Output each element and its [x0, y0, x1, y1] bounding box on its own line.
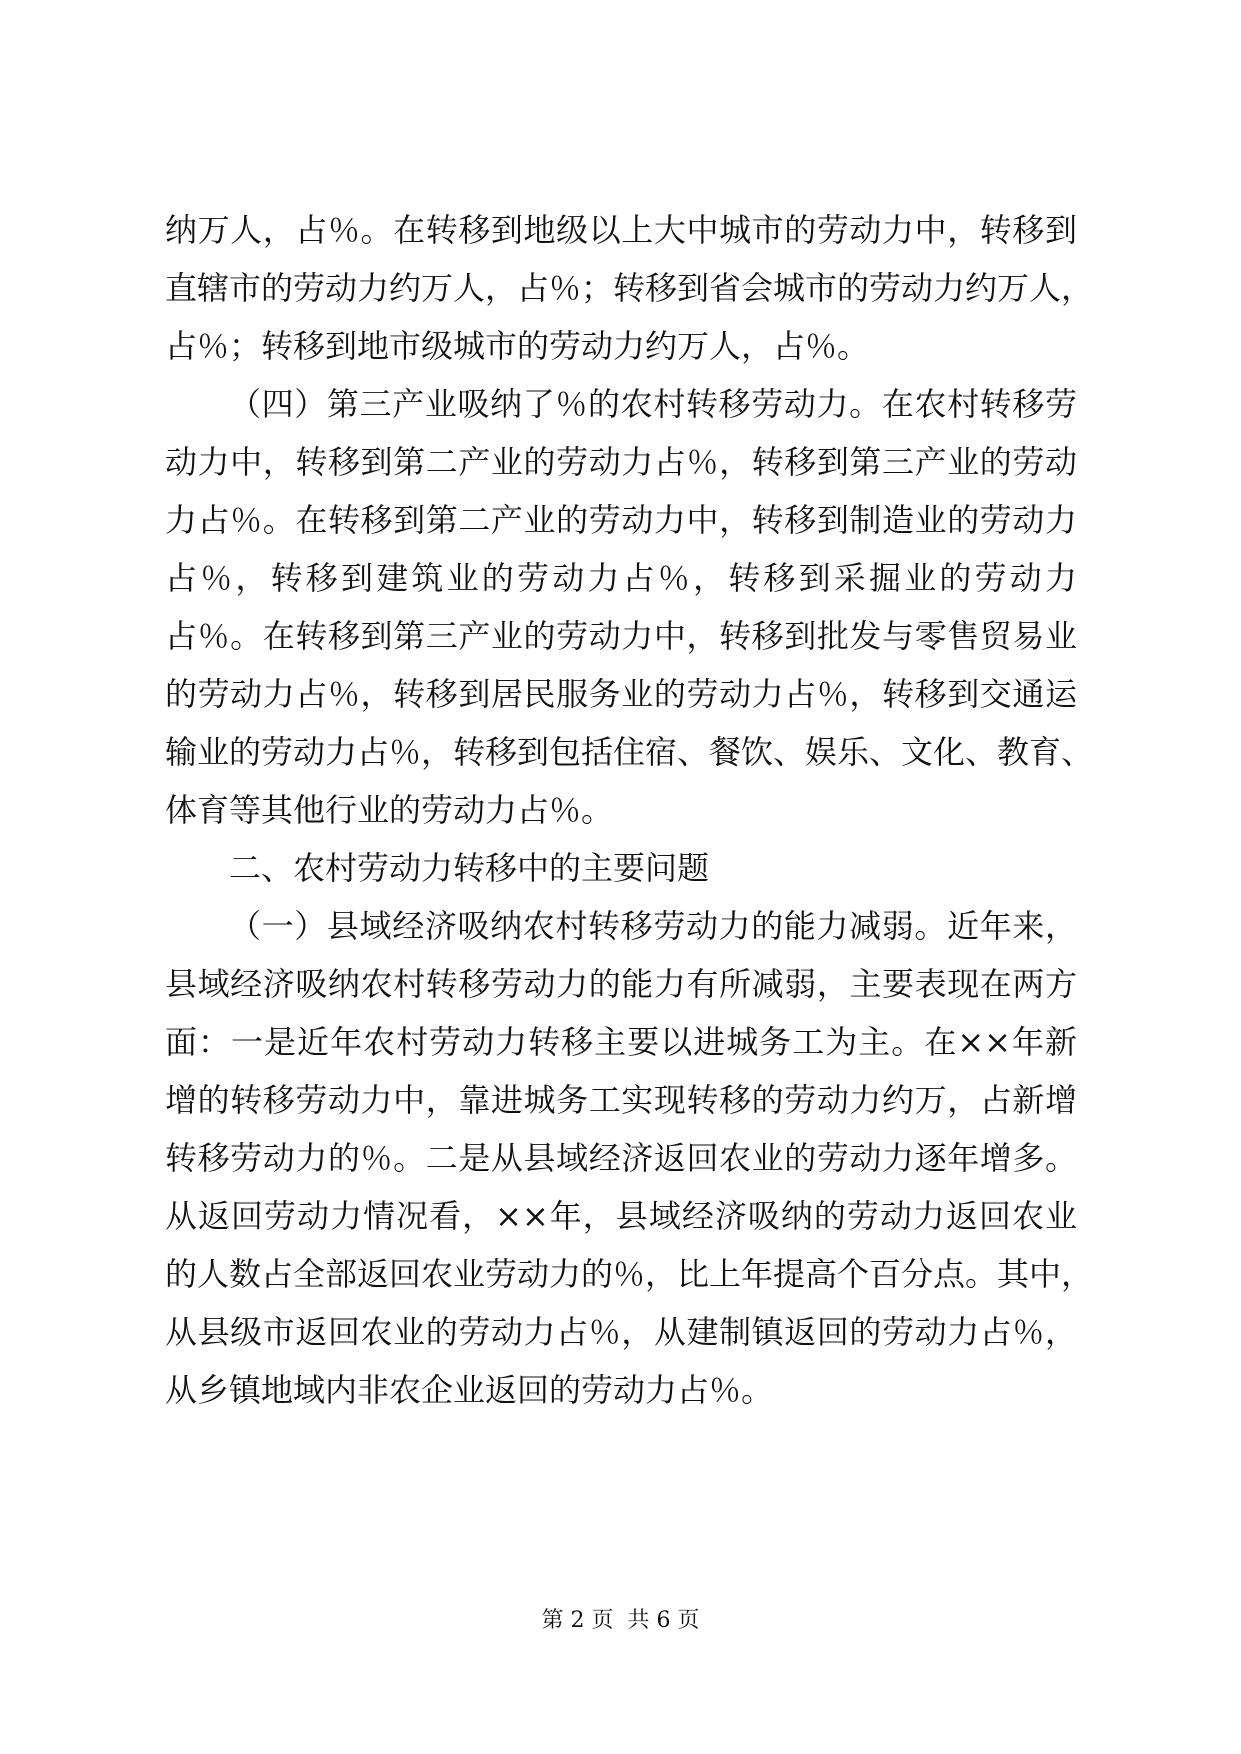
paragraph-3-line-1: （一）县域经济吸纳农村转移劳动力的能力减弱。近年来，: [229, 907, 1077, 945]
paragraph-2-line-3: 力占％。在转移到第二产业的劳动力中，转移到制造业的劳动力: [165, 501, 1077, 539]
paragraph-3-line-3: 面：一是近年农村劳动力转移主要以进城务工为主。在××年新: [165, 1023, 1077, 1061]
paragraph-3-line-6: 从返回劳动力情况看，××年，县域经济吸纳的劳动力返回农业: [165, 1197, 1077, 1235]
section-heading: 二、农村劳动力转移中的主要问题: [229, 849, 710, 887]
paragraph-3-line-5: 转移劳动力的％。二是从县域经济返回农业的劳动力逐年增多。: [165, 1139, 1077, 1177]
paragraph-2-line-5: 占％。在转移到第三产业的劳动力中，转移到批发与零售贸易业: [165, 617, 1077, 655]
paragraph-2-line-1: （四）第三产业吸纳了％的农村转移劳动力。在农村转移劳: [229, 385, 1077, 423]
paragraph-2-line-7: 输业的劳动力占％，转移到包括住宿、餐饮、娱乐、文化、教育、: [165, 733, 1094, 771]
paragraph-3-line-4: 增的转移劳动力中，靠进城务工实现转移的劳动力约万，占新增: [165, 1081, 1077, 1119]
paragraph-1-line-1: 纳万人，占％。在转移到地级以上大中城市的劳动力中，转移到: [165, 211, 1077, 249]
paragraph-1-line-3: 占％；转移到地市级城市的劳动力约万人，占％。: [165, 327, 870, 365]
paragraph-3-line-8: 从县级市返回农业的劳动力占％，从建制镇返回的劳动力占％，: [165, 1313, 1077, 1351]
paragraph-2-line-4: 占％，转移到建筑业的劳动力占％，转移到采掘业的劳动力: [165, 559, 1077, 597]
paragraph-2-line-6: 的劳动力占％，转移到居民服务业的劳动力占％，转移到交通运: [165, 675, 1077, 713]
paragraph-2-line-2: 动力中，转移到第二产业的劳动力占％，转移到第三产业的劳动: [165, 443, 1077, 481]
paragraph-2-line-8: 体育等其他行业的劳动力占％。: [165, 791, 614, 829]
paragraph-1-line-2: 直辖市的劳动力约万人，占％；转移到省会城市的劳动力约万人，: [165, 269, 1094, 307]
paragraph-3-line-9: 从乡镇地域内非农企业返回的劳动力占％。: [165, 1371, 774, 1409]
paragraph-3-line-2: 县域经济吸纳农村转移劳动力的能力有所减弱，主要表现在两方: [165, 965, 1077, 1003]
page-number-footer: 第 2 页 共 6 页: [541, 1608, 700, 1633]
paragraph-3-line-7: 的人数占全部返回农业劳动力的％，比上年提高个百分点。其中，: [165, 1255, 1094, 1293]
